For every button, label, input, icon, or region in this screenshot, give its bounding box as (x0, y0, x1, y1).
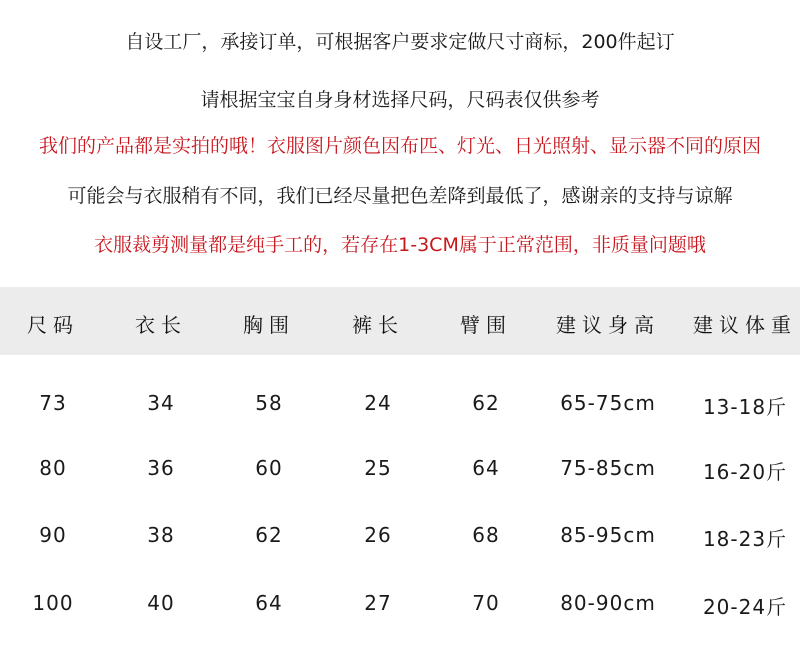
cell-pants-length: 24 (364, 391, 392, 415)
header-chest: 胸围 (243, 313, 295, 337)
cell-size: 73 (39, 391, 67, 415)
cell-length: 38 (147, 523, 175, 547)
cell-length: 36 (147, 456, 175, 480)
cell-pants-length: 25 (364, 456, 392, 480)
table-row (0, 585, 800, 621)
cell-pants-length: 27 (364, 591, 392, 615)
notice-custom-orders: 自设工厂，承接订单，可根据客户要求定做尺寸商标，200件起订 (125, 31, 675, 53)
cell-weight: 16-20斤 (702, 460, 788, 484)
cell-length: 34 (147, 391, 175, 415)
header-pants-length: 裤长 (352, 313, 404, 337)
cell-size: 100 (32, 591, 74, 615)
table-row (0, 517, 800, 553)
cell-chest: 58 (255, 391, 283, 415)
cell-chest: 64 (255, 591, 283, 615)
header-size: 尺码 (27, 313, 79, 337)
header-length: 衣长 (135, 313, 187, 337)
cell-arm: 70 (472, 591, 500, 615)
cell-arm: 64 (472, 456, 500, 480)
cell-size: 80 (39, 456, 67, 480)
cell-length: 40 (147, 591, 175, 615)
cell-weight: 20-24斤 (702, 595, 788, 619)
cell-chest: 62 (255, 523, 283, 547)
cell-chest: 60 (255, 456, 283, 480)
cell-height: 65-75cm (560, 391, 656, 415)
table-row (0, 450, 800, 486)
notice-measurement-tolerance: 衣服裁剪测量都是纯手工的，若存在1-3CM属于正常范围，非质量问题哦 (94, 234, 706, 256)
notice-color-disclaimer: 我们的产品都是实拍的哦！衣服图片颜色因布匹、灯光、日光照射、显示器不同的原因 (38, 135, 761, 157)
table-row (0, 385, 800, 421)
cell-height: 75-85cm (560, 456, 656, 480)
notice-size-reference: 请根据宝宝自身身材选择尺码，尺码表仅供参考 (200, 89, 600, 111)
cell-size: 90 (39, 523, 67, 547)
cell-arm: 62 (472, 391, 500, 415)
cell-weight: 13-18斤 (702, 395, 788, 419)
header-height: 建议身高 (556, 313, 660, 337)
cell-pants-length: 26 (364, 523, 392, 547)
header-weight: 建议体重 (693, 313, 797, 337)
header-arm: 臂围 (460, 313, 512, 337)
cell-weight: 18-23斤 (702, 527, 788, 551)
cell-height: 85-95cm (560, 523, 656, 547)
cell-arm: 68 (472, 523, 500, 547)
size-table-header (0, 287, 800, 355)
cell-height: 80-90cm (560, 591, 656, 615)
notice-color-thanks: 可能会与衣服稍有不同，我们已经尽量把色差降到最低了，感谢亲的支持与谅解 (67, 185, 733, 207)
